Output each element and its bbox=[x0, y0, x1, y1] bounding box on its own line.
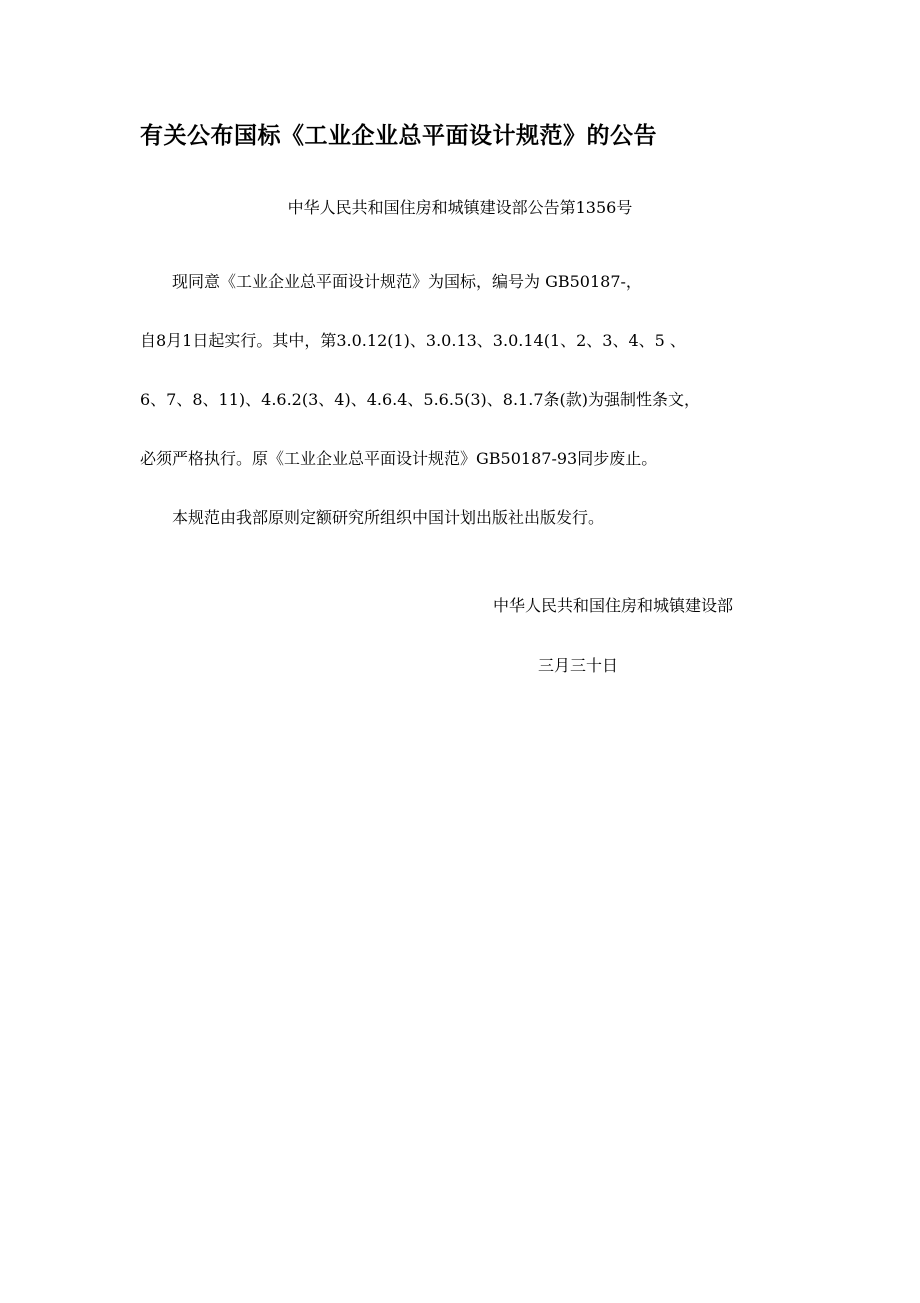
announcement-number: 中华人民共和国住房和城镇建设部公告第1356号 bbox=[287, 198, 633, 217]
signature-organization: 中华人民共和国住房和城镇建设部 bbox=[493, 596, 734, 615]
paragraph-1-line-1: 现同意《工业企业总平面设计规范》为国标，编号为 GB50187-， bbox=[172, 272, 642, 291]
paragraph-1-line-3: 6、7、8、11)、4.6.2(3、4)、4.6.4、5.6.5(3)、8.1.7条(款)为强制性条文， bbox=[140, 390, 700, 409]
paragraph-1-line-4: 必须严格执行。原《工业企业总平面设计规范》GB50187-93同步废止。 bbox=[140, 449, 658, 468]
paragraph-1-line-2: 自8月1日起实行。其中，第3.0.12(1)、3.0.13、3.0.14(1、2、3、4、5 、 bbox=[140, 331, 686, 350]
document-title: 有关公布国标《工业企业总平面设计规范》的公告 bbox=[140, 123, 657, 149]
paragraph-2: 本规范由我部原则定额研究所组织中国计划出版社出版发行。 bbox=[172, 508, 605, 527]
signature-date: 三月三十日 bbox=[538, 656, 619, 675]
